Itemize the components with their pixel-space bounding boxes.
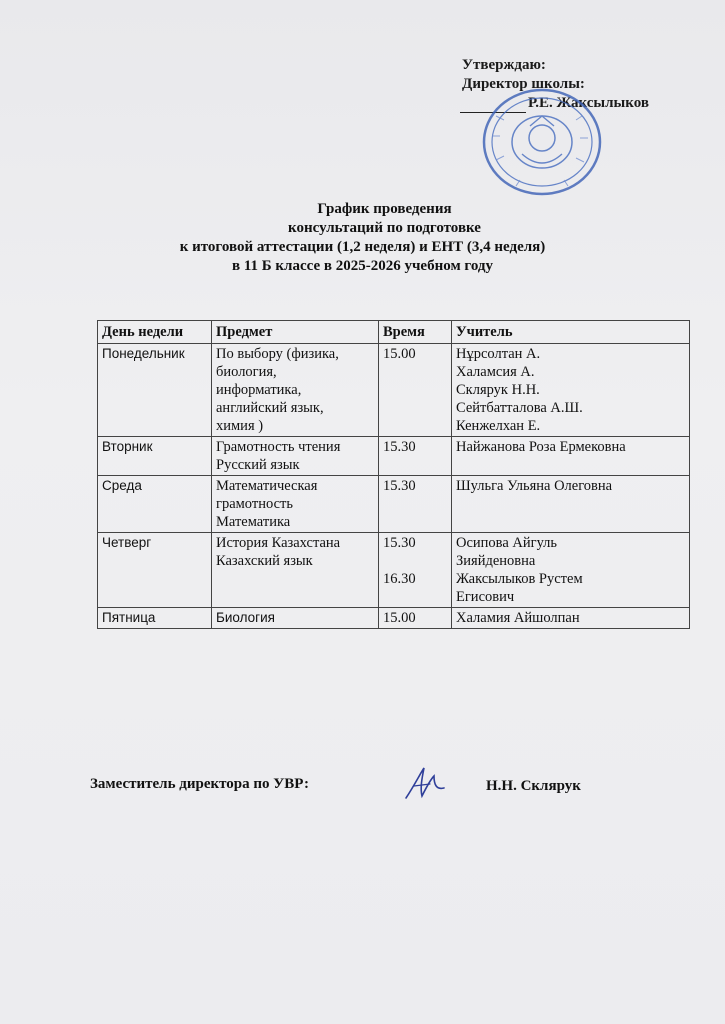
deputy-director-name: Н.Н. Склярук — [486, 778, 581, 794]
subject-line: информатика, — [216, 382, 302, 398]
approval-heading: Утверждаю: — [462, 57, 546, 73]
teacher-line: Шульга Ульяна Олеговна — [456, 478, 613, 494]
time-value: 15.30 — [383, 478, 416, 494]
teacher-line: Нұрсолтан А. — [456, 346, 541, 362]
teacher-line: Кенжелхан Е. — [456, 418, 541, 434]
cell-subject — [212, 437, 379, 476]
cell-teacher — [452, 437, 690, 476]
cell-subject — [212, 344, 379, 437]
cell-subject — [212, 533, 379, 608]
cell-day: Вторник — [98, 437, 212, 476]
cell-teacher — [452, 344, 690, 437]
cell-day: Среда — [98, 476, 212, 533]
subject-line: История Казахстана — [216, 535, 341, 551]
subject-line: Русский язык — [216, 457, 300, 473]
cell-time — [379, 476, 452, 533]
time-value: 16.30 — [383, 571, 416, 587]
title-line-3: к итоговой аттестации (1,2 неделя) и ЕНТ (3,4 неделя) — [179, 239, 546, 255]
document-title — [0, 200, 725, 276]
teacher-line: Найжанова Роза Ермековна — [456, 439, 626, 455]
header-teacher: Учитель — [452, 321, 690, 344]
subject-line: Казахский язык — [216, 553, 313, 569]
subject-line: химия ) — [216, 418, 264, 434]
title-line-2: консультаций по подготовке — [288, 220, 481, 236]
teacher-line: Склярук Н.Н. — [456, 382, 540, 398]
time-value: 15.30 — [383, 439, 416, 455]
cell-day: Понедельник — [98, 344, 212, 437]
cell-teacher — [452, 533, 690, 608]
cell-time — [379, 344, 452, 437]
table-header-row — [98, 321, 690, 344]
subject-line: Биология — [216, 610, 275, 625]
subject-line: английский язык, — [216, 400, 324, 416]
consultation-schedule-table — [97, 320, 690, 629]
time-value: 15.00 — [383, 346, 416, 362]
cell-time — [379, 533, 452, 608]
teacher-line: Жаксылыков Рустем — [456, 571, 583, 587]
teacher-line: Халамия Айшолпан — [456, 610, 580, 626]
teacher-line: Сейтбатталова А.Ш. — [456, 400, 583, 416]
cell-time — [379, 437, 452, 476]
table-row — [98, 344, 690, 437]
approval-signer: Р.Е. Жаксылыков — [528, 95, 649, 111]
header-subject: Предмет — [212, 321, 379, 344]
table-row — [98, 476, 690, 533]
teacher-line: Егисович — [456, 589, 515, 605]
table-row — [98, 437, 690, 476]
cell-day: Пятница — [98, 608, 212, 629]
time-value: 15.00 — [383, 610, 416, 626]
cell-teacher — [452, 608, 690, 629]
school-seal-icon — [456, 76, 604, 196]
cell-teacher — [452, 476, 690, 533]
handwritten-signature-icon — [400, 764, 448, 804]
cell-day: Четверг — [98, 533, 212, 608]
title-line-4: в 11 Б классе в 2025-2026 учебном году — [231, 258, 494, 274]
header-time: Время — [379, 321, 452, 344]
title-line-1: График проведения — [317, 201, 452, 217]
subject-line: Математика — [216, 514, 291, 530]
subject-line: Грамотность чтения — [216, 439, 341, 455]
teacher-line: Осипова Айгуль — [456, 535, 558, 551]
approval-position: Директор школы: — [462, 76, 585, 92]
cell-time — [379, 608, 452, 629]
subject-line: По выбору (физика, — [216, 346, 339, 362]
subject-line: биология, — [216, 364, 277, 380]
teacher-line: Зияйденовна — [456, 553, 536, 569]
time-value: 15.30 — [383, 535, 416, 551]
subject-line: грамотность — [216, 496, 293, 512]
subject-line: Математическая — [216, 478, 318, 494]
table-row — [98, 608, 690, 629]
deputy-director-label: Заместитель директора по УВР: — [90, 776, 310, 792]
table-row — [98, 533, 690, 608]
header-day: День недели — [98, 321, 212, 344]
cell-subject — [212, 608, 379, 629]
cell-subject — [212, 476, 379, 533]
teacher-line: Халамсия А. — [456, 364, 535, 380]
